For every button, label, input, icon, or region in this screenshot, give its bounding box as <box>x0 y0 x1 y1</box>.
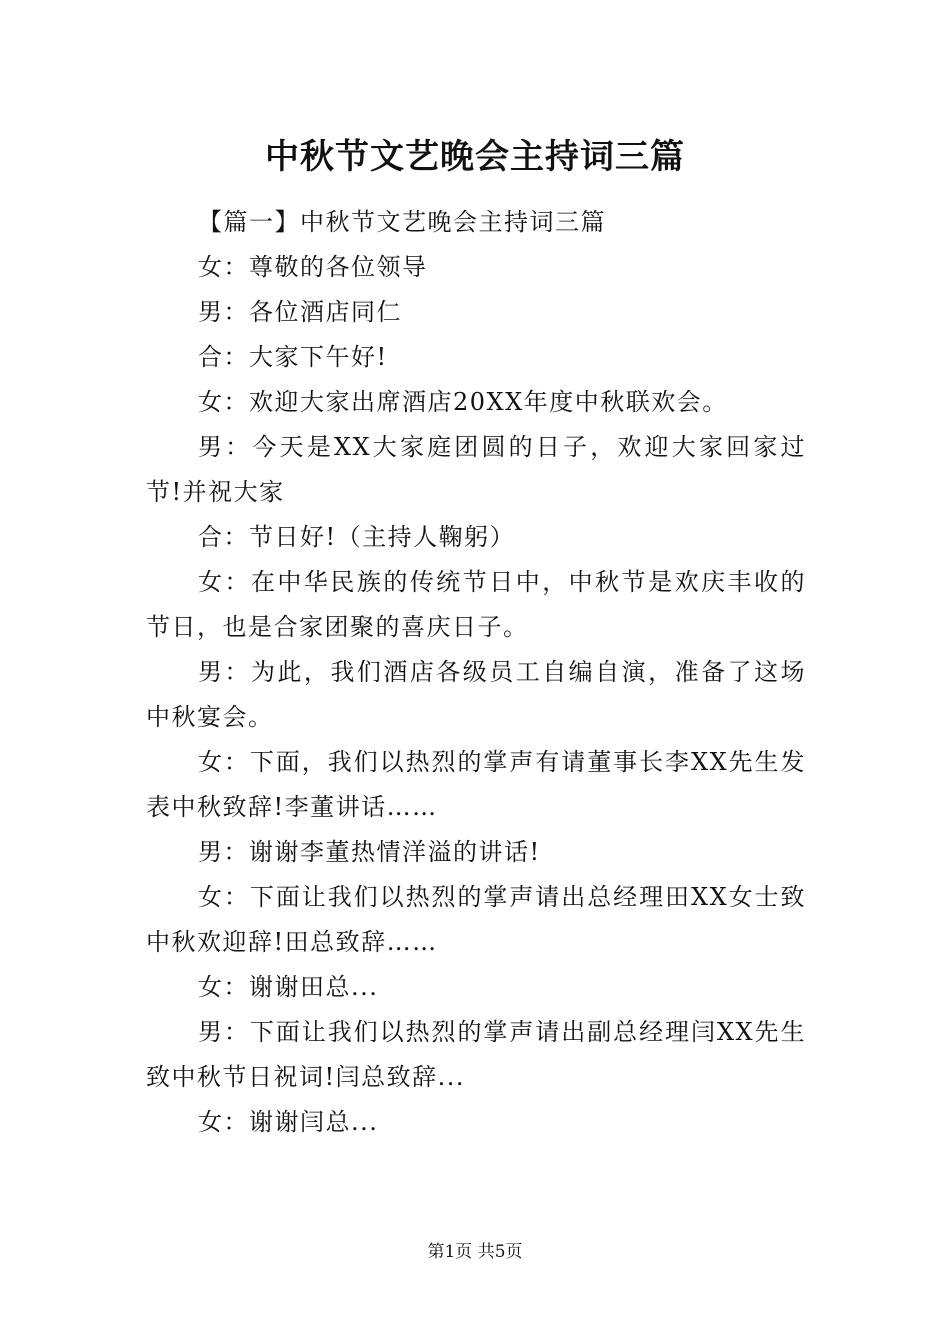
paragraph: 男：各位酒店同仁 <box>198 298 402 326</box>
paragraph: 男：谢谢李董热情洋溢的讲话! <box>198 838 541 866</box>
paragraph: 女：谢谢闫总... <box>198 1108 379 1136</box>
paragraph: 合：大家下午好! <box>198 343 388 371</box>
paragraph: 女：谢谢田总... <box>198 973 379 1001</box>
paragraph: 男：下面让我们以热烈的掌声请出副总经理闫XX先生致中秋节日祝词!闫总致辞... <box>146 1018 806 1091</box>
paragraph: 女：在中华民族的传统节日中，中秋节是欢庆丰收的节日，也是合家团聚的喜庆日子。 <box>146 568 806 641</box>
paragraph: 女：欢迎大家出席酒店20XX年度中秋联欢会。 <box>198 388 728 416</box>
document-body <box>146 200 806 1145</box>
document-title: 中秋节文艺晚会主持词三篇 <box>265 137 685 177</box>
paragraph: 女：尊敬的各位领导 <box>198 253 428 281</box>
paragraph: 女：下面，我们以热烈的掌声有请董事长李XX先生发表中秋致辞!李董讲话…… <box>146 748 806 821</box>
paragraph: 男：今天是XX大家庭团圆的日子，欢迎大家回家过节!并祝大家 <box>146 433 806 506</box>
paragraph: 女：下面让我们以热烈的掌声请出总经理田XX女士致中秋欢迎辞!田总致辞…… <box>146 883 806 956</box>
paragraph: 男：为此，我们酒店各级员工自编自演，准备了这场中秋宴会。 <box>146 658 806 731</box>
paragraph: 合：节日好!（主持人鞠躬） <box>198 523 516 551</box>
page-number-footer: 第1页 共5页 <box>427 1242 523 1262</box>
paragraph: 【篇一】中秋节文艺晚会主持词三篇 <box>198 208 606 236</box>
